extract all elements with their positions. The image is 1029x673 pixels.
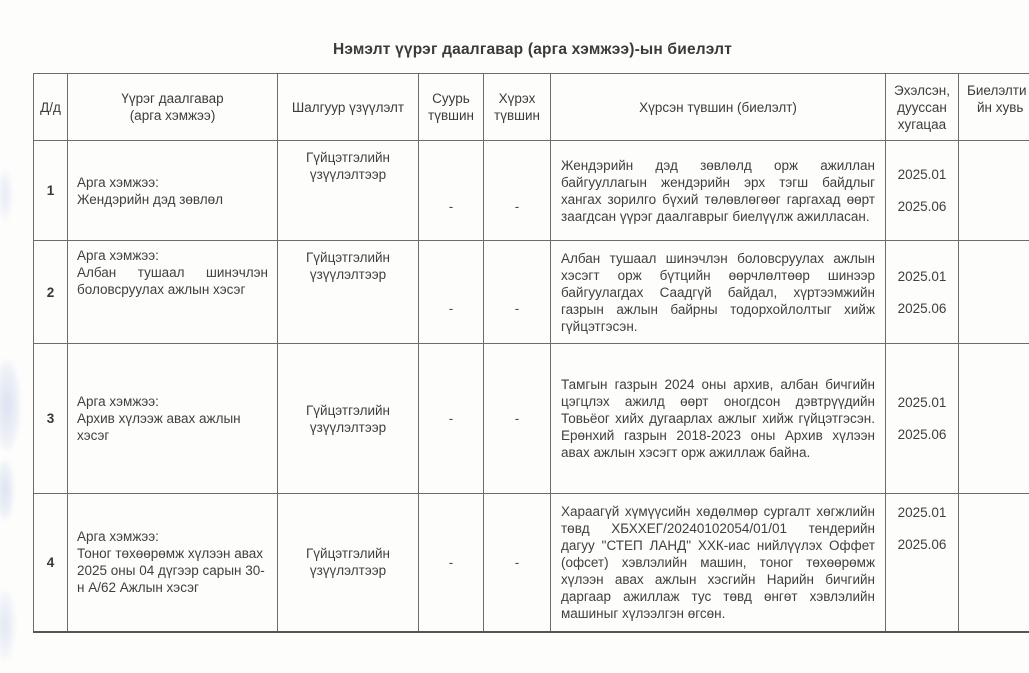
header-period-line1: Эхэлсэн, <box>894 82 950 98</box>
scan-artifact <box>0 360 20 450</box>
percent-cell <box>959 241 1029 344</box>
scan-artifact <box>0 590 15 660</box>
period-cell <box>886 494 959 632</box>
header-task-line2: (арга хэмжээ) <box>129 108 216 123</box>
scan-artifact <box>0 170 12 220</box>
period-cell <box>886 344 959 494</box>
target-level-cell: - <box>484 344 551 494</box>
table-header-row <box>34 74 1029 141</box>
header-cell-percent <box>959 74 1029 141</box>
date-start: 2025.01 <box>897 167 947 182</box>
report-table <box>33 73 1029 633</box>
criteria-line2: үзүүлэлтээр <box>309 267 387 282</box>
date-start: 2025.01 <box>897 395 947 410</box>
criteria-line2: үзүүлэлтээр <box>309 419 387 435</box>
period-cell <box>886 241 959 344</box>
criteria-cell <box>278 344 419 494</box>
header-target-line2: түвшин <box>494 108 540 123</box>
percent-cell <box>959 494 1029 632</box>
criteria-cell <box>278 494 419 632</box>
task-text: Архив хүлээж авах ажлын хэсэг <box>77 411 241 443</box>
scan-artifact <box>0 460 14 520</box>
header-cell-achieved: Хүрсэн түвшин (биелэлт) <box>551 74 886 141</box>
date-end: 2025.06 <box>897 300 947 316</box>
base-level-cell: - <box>419 141 484 241</box>
header-cell-period <box>886 74 959 141</box>
target-level-cell: - <box>484 241 551 344</box>
task-text: Жендэрийн дэд зөвлөл <box>77 191 224 207</box>
achieved-level-cell: Хараагүй хүмүүсийн хөдөлмөр сургалт хөгжлийн төвд ХБХХЕГ/20240102054/01/01 тендерийн дагуу "СТЕП ЛАНД" ХХК-иас нийлүүлэх Оффет (офсет) хэвлэлийн машин, тоног төхөөрөмж хүлээн авах ажлын хэсгийн Нарийн бичгийн даргаар ажиллаж тус төвд өнгөт хэвлэлийн машиныг хүлээлгэн өгсөн. <box>551 494 886 632</box>
task-cell <box>68 344 278 494</box>
achieved-level-cell: Тамгын газрын 2024 оны архив, албан бичгийн цэгцлэх ажилд өөрт оногдсон дэвтрүүдийн Товьёог хийх дугаарлах ажлыг хийж гүйцэтгэсэн. Ерөнхий газрын 2018-2023 оны Архив хүлээн авах ажлын хэсэгт орж ажиллаж байна. <box>551 344 886 494</box>
task-label: Арга хэмжээ: <box>77 248 159 263</box>
date-end: 2025.06 <box>897 199 947 214</box>
task-cell <box>68 494 278 632</box>
criteria-line1: Гүйцэтгэлийн <box>305 402 391 418</box>
header-cell-criteria: Шалгуур үзүүлэлт <box>278 74 419 141</box>
task-cell <box>68 141 278 241</box>
row-number: 4 <box>34 494 68 632</box>
header-cell-num: Д/д <box>34 74 68 141</box>
target-level-cell: - <box>484 141 551 241</box>
row-number: 1 <box>34 141 68 241</box>
table-row <box>34 241 1029 344</box>
task-cell <box>68 241 278 344</box>
task-label: Арга хэмжээ: <box>77 174 159 190</box>
achieved-level-cell: Жендэрийн дэд зөвлөлд орж ажиллан байгууллагын жендэрийн эрх тэгш байдлыг хангах зорилго бүхий төлөвлөгөөг гаргахад өөрт заагдсан үүрэг даалгаврыг биелүүлж ажилласан. <box>551 141 886 241</box>
header-base-line1: Суурь <box>432 91 470 106</box>
criteria-line2: үзүүлэлтээр <box>309 563 387 579</box>
header-cell-task <box>68 74 278 141</box>
criteria-line1: Гүйцэтгэлийн <box>305 250 391 265</box>
criteria-line2: үзүүлэлтээр <box>309 167 387 182</box>
criteria-line1: Гүйцэтгэлийн <box>305 546 391 562</box>
task-label: Арга хэмжээ: <box>77 394 159 409</box>
criteria-cell <box>278 141 419 241</box>
date-end: 2025.06 <box>897 537 947 552</box>
header-period-line2: дууссан <box>897 99 947 115</box>
row-number: 3 <box>34 344 68 494</box>
table-row <box>34 141 1029 241</box>
header-task-line1: Үүрэг даалгавар <box>121 91 224 106</box>
date-start: 2025.01 <box>897 505 947 520</box>
task-text: Албан тушаал шинэчлэн боловсруулах ажлын хэсэг <box>77 265 268 297</box>
header-percent-line2: йн хувь <box>977 100 1024 115</box>
page-title: Нэмэлт үүрэг даалгавар (арга хэмжээ)-ын биелэлт <box>332 41 733 58</box>
criteria-line1: Гүйцэтгэлийн <box>305 150 391 165</box>
header-target-line1: Хүрэх <box>498 91 536 106</box>
criteria-cell <box>278 241 419 344</box>
percent-cell <box>959 141 1029 241</box>
date-start: 2025.01 <box>897 268 947 284</box>
header-percent-line1: Биелэлти <box>967 83 1027 98</box>
row-number: 2 <box>34 241 68 344</box>
table-row <box>34 344 1029 494</box>
period-cell <box>886 141 959 241</box>
task-label: Арга хэмжээ: <box>77 529 159 545</box>
header-period-line3: хугацаа <box>897 116 947 132</box>
header-cell-base <box>419 74 484 141</box>
base-level-cell: - <box>419 241 484 344</box>
date-end: 2025.06 <box>897 427 947 442</box>
header-cell-target <box>484 74 551 141</box>
table-row <box>34 494 1029 632</box>
base-level-cell: - <box>419 344 484 494</box>
task-text: Тоног төхөөрөмж хүлээн авах 2025 оны 04 дүгээр сарын 30-н А/62 Ажлын хэсэг <box>77 546 265 596</box>
achieved-level-cell: Албан тушаал шинэчлэн боловсруулах ажлын хэсэгт орж бүтцийн өөрчлөлтөөр шинээр байгуулагдах Саадгүй байдал, хүртээмжийн газрын ажлын байрны тодорхойлолтыг хийж гүйцэтгэсэн. <box>551 241 886 344</box>
base-level-cell: - <box>419 494 484 632</box>
percent-cell <box>959 344 1029 494</box>
header-base-line2: түвшин <box>428 108 474 123</box>
target-level-cell: - <box>484 494 551 632</box>
